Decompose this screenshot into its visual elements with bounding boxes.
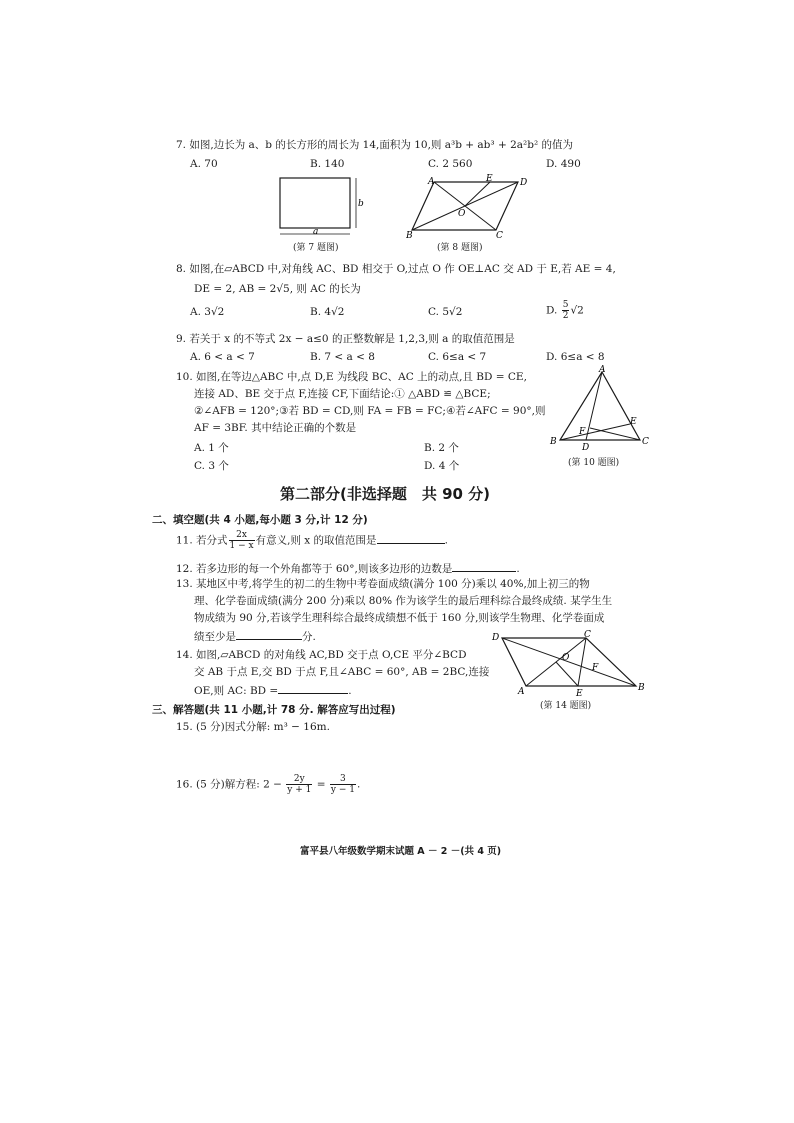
q7-option-a: A. 70 [190, 158, 218, 170]
fig14-parallelogram-diagram [486, 628, 648, 698]
q11-end: . [444, 534, 448, 547]
q16-end: . [356, 778, 361, 791]
section2-heading: 二、填空题(共 4 小题,每小题 3 分,计 12 分) [152, 514, 368, 526]
fig14-label-f: F [592, 663, 599, 673]
fig8-label-e: E [486, 174, 493, 184]
fig10-label-c: C [642, 437, 649, 447]
fig14-label-c: C [584, 630, 591, 640]
q8-option-c: C. 5√2 [428, 306, 463, 318]
q8-option-d-denominator: 2 [562, 311, 569, 321]
fig7-rectangle-diagram [270, 172, 370, 242]
fig10-caption: (第 10 题图) [568, 458, 620, 468]
q8-line2: DE = 2, AB = 2√5, 则 AC 的长为 [194, 283, 361, 295]
q14-line3-text: OE,则 AC: BD = [194, 685, 279, 697]
q9-option-b: B. 7 < a < 8 [310, 351, 375, 363]
fig8-label-d: D [520, 178, 528, 188]
q9-option-c: C. 6≤a < 7 [428, 351, 487, 363]
q8-option-d [546, 300, 584, 321]
q16-numerator-1: 2y [286, 774, 312, 785]
q10-option-d: D. 4 个 [424, 460, 460, 472]
fig14-label-a: A [518, 687, 525, 697]
part2-title: 第二部分(非选择题 共 90 分) [280, 485, 491, 503]
q16-prefix: 16. (5 分)解方程: 2 − [176, 778, 282, 791]
q13-line2: 理、化学卷面成绩(满分 200 分)乘以 80% 作为该学生的最后理科综合最终成绩. 某学生生 [194, 595, 613, 607]
q10-line2: 连接 AD、BE 交于点 F,连接 CF,下面结论:① △ABD ≌ △BCE; [194, 388, 491, 400]
fig10-label-a: A [599, 365, 606, 375]
q12-end: . [516, 563, 520, 575]
q8-option-b: B. 4√2 [310, 306, 345, 318]
q16 [176, 774, 360, 795]
fig14-label-e: E [576, 689, 583, 698]
q8-option-a: A. 3√2 [190, 306, 225, 318]
q13-line4 [194, 628, 316, 644]
fig14-label-o: O [562, 653, 570, 663]
q15-text: 15. (5 分)因式分解: m³ − 16m. [176, 721, 330, 733]
q16-equals: = [316, 778, 326, 791]
q10-option-b: B. 2 个 [424, 442, 459, 454]
q8-option-d-prefix: D. [546, 304, 558, 317]
fig8-caption: (第 8 题图) [437, 243, 483, 253]
fig10-label-f: F [579, 427, 586, 437]
q12 [176, 560, 520, 576]
q16-denominator-1: y + 1 [287, 785, 312, 795]
q8-line1: 8. 如图,在▱ABCD 中,对角线 AC、BD 相交于 O,过点 O 作 OE⊥AC 交 AD 于 E,若 AE = 4, [176, 263, 616, 275]
q11 [176, 530, 448, 551]
q11-prefix: 11. 若分式 [176, 534, 228, 547]
q11-answer-blank[interactable] [377, 532, 445, 544]
q10-option-c: C. 3 个 [194, 460, 229, 472]
fig10-label-b: B [550, 437, 557, 447]
q14-line1: 14. 如图,▱ABCD 的对角线 AC,BD 交于点 O,CE 平分∠BCD [176, 649, 467, 661]
fig8-label-a: A [428, 177, 435, 187]
q9-text: 9. 若关于 x 的不等式 2x − a≤0 的正整数解是 1,2,3,则 a 的取值范围是 [176, 333, 515, 345]
q7-option-b: B. 140 [310, 158, 345, 170]
q12-answer-blank[interactable] [452, 560, 516, 572]
q11-suffix: 有意义,则 x 的取值范围是 [255, 534, 377, 547]
fig7-caption: (第 7 题图) [293, 243, 339, 253]
q7-option-d: D. 490 [546, 158, 581, 170]
q8-option-d-suffix: √2 [570, 304, 584, 317]
q16-denominator-2: y − 1 [330, 785, 355, 795]
q9-option-a: A. 6 < a < 7 [190, 351, 255, 363]
q14-line2: 交 AB 于点 E,交 BD 于点 F,且∠ABC = 60°, AB = 2BC,连接 [194, 666, 490, 678]
q8-option-d-numerator: 5 [562, 300, 569, 310]
q14-line3 [194, 682, 352, 698]
q9-option-d: D. 6≤a < 8 [546, 351, 605, 363]
q7-text: 7. 如图,边长为 a、b 的长方形的周长为 14,面积为 10,则 a³b + ab³ + 2a²b² 的值为 [176, 139, 574, 151]
q13-line3: 物成绩为 90 分,若该学生理科综合最终成绩想不低于 160 分,则该学生物理、化学卷面成 [194, 612, 605, 624]
fig8-label-b: B [406, 231, 413, 240]
q10-line1: 10. 如图,在等边△ABC 中,点 D,E 为线段 BC、AC 上的动点,且 BD = CE, [176, 371, 527, 383]
q13-line4-end: 分. [302, 631, 316, 643]
q13-answer-blank[interactable] [236, 628, 302, 640]
fig14-label-d: D [492, 633, 500, 643]
q13-line1: 13. 某地区中考,将学生的初二的生物中考卷面成绩(满分 100 分)乘以 40%,加上初三的物 [176, 578, 590, 590]
fig14-caption: (第 14 题图) [540, 701, 592, 711]
q10-line4: AF = 3BF. 其中结论正确的个数是 [194, 422, 357, 434]
fig10-triangle-diagram [548, 364, 653, 456]
page-footer: 富平县八年级数学期末试题 A － 2 －(共 4 页) [300, 846, 502, 857]
q14-answer-blank[interactable] [278, 682, 348, 694]
q11-denominator: 1 − x [229, 541, 254, 551]
q14-line3-end: . [348, 685, 352, 697]
q10-line3: ②∠AFB = 120°;③若 BD = CD,则 FA = FB = FC;④若∠AFC = 90°,则 [194, 405, 546, 417]
q10-option-a: A. 1 个 [194, 442, 229, 454]
section3-heading: 三、解答题(共 11 小题,计 78 分. 解答应写出过程) [152, 704, 396, 716]
fig10-label-d: D [582, 443, 590, 453]
fig7-label-a: a [313, 227, 319, 237]
fig8-label-c: C [496, 231, 503, 240]
fig7-label-b: b [358, 199, 364, 209]
fig14-label-b: B [638, 683, 645, 693]
fig8-label-o: O [458, 209, 466, 219]
fig8-parallelogram-diagram [406, 172, 531, 240]
q11-numerator: 2x [229, 530, 255, 541]
q7-option-c: C. 2 560 [428, 158, 473, 170]
q16-numerator-2: 3 [330, 774, 356, 785]
q12-text: 12. 若多边形的每一个外角都等于 60°,则该多边形的边数是 [176, 563, 453, 575]
fig10-label-e: E [630, 417, 637, 427]
q13-line4-text: 绩至少是 [194, 631, 236, 643]
